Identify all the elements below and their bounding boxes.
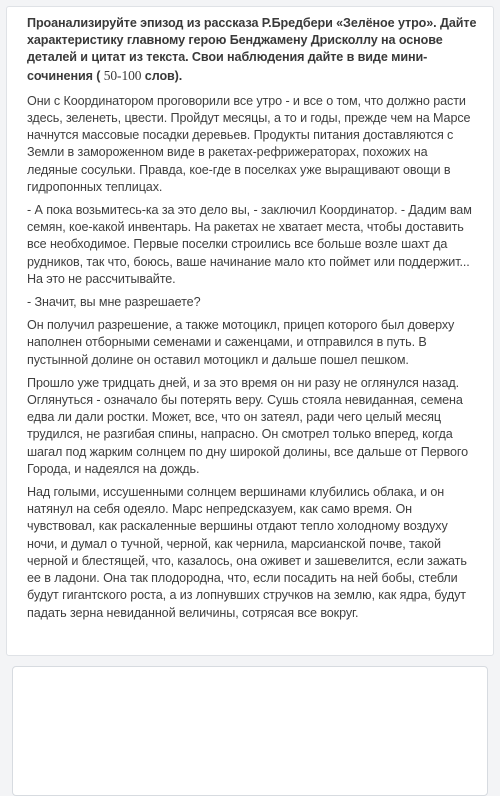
excerpt-paragraph-3: - Значит, вы мне разрешаете? — [27, 295, 201, 310]
word-count-range: 50-100 — [103, 67, 142, 83]
question-text-start: Проанализируйте эпизод из рассказа Р.Бредбери «Зелёное утро». Дайте характеристику главному герою Бенджамену Дрисколлу на основе деталей и цитат из текста. Свои наблюдения дайте в виде мини-сочинения ( — [27, 16, 477, 83]
excerpt-paragraph-1: Они с Координатором проговорили все утро - и все о том, что должно расти здесь, зеленеть, цвести. Пройдут месяцы, а то и годы, прежде чем на Марсе начнутся массовые посадки деревьев. Продукты питания доставляются с Земли в замороженном виде в ракетах-рефрижераторах, похожих на ледяные сосульки. Правда, кое-где в поселках уже выращивают овощи в гидропонных теплицах. — [27, 93, 471, 194]
excerpt-paragraph-2: - А пока возьмитесь-ка за это дело вы, - заключил Координатор. - Дадим вам семян, кое-какой инвентарь. На ракетах не хватает места, чтобы доставить все необходимое. Первые поселки строились все больше возле шахт да рудников, так что, боюсь, ваше начинание мало кто поймет или поддержит... На это не рассчитывайте. — [27, 203, 472, 286]
question-card — [6, 6, 494, 656]
excerpt-paragraph-4: Он получил разрешение, а также мотоцикл, прицеп которого был доверху наполнен отборными семенами и саженцами, и отправился в путь. В пустынной долине он оставил мотоцикл и дальше пошел пешком. — [27, 318, 455, 367]
excerpt-paragraph-6: Над голыми, иссушенными солнцем вершинами клубились облака, и он натянул на себя одеяло. Марс непредсказуем, как само время. Он чувствовал, как раскаленные вершины отдают тепло холодному воздуху ночи, и думал о тучной, черной, как чернила, марсианской почве, такой черной и блестящей, что, казалось, она оживет и зашевелится, если зажать ее в ладони. Она так плодородна, что, если посадить на ней бобы, стебли будут гигантского роста, а из лопнувших стручков на землю, как ядра, будут падать зерна невиданной величины, сотрясая все вокруг. — [27, 485, 467, 620]
excerpt-paragraph-5: Прошло уже тридцать дней, и за это время он ни разу не оглянулся назад. Оглянуться - означало бы потерять веру. Сушь стояла невиданная, семена едва ли дали ростки. Может, все, что он затеял, ради чего целый месяц трудился, не разгибая спины, напрасно. Он смотрел только вперед, когда шагал под жарким солнцем по дну широкой долины, все дальше от Первого Города, и надеялся на дождь. — [27, 375, 468, 476]
question-title — [27, 15, 479, 85]
answer-input-box[interactable] — [12, 666, 488, 796]
question-text-end: слов). — [141, 68, 183, 83]
